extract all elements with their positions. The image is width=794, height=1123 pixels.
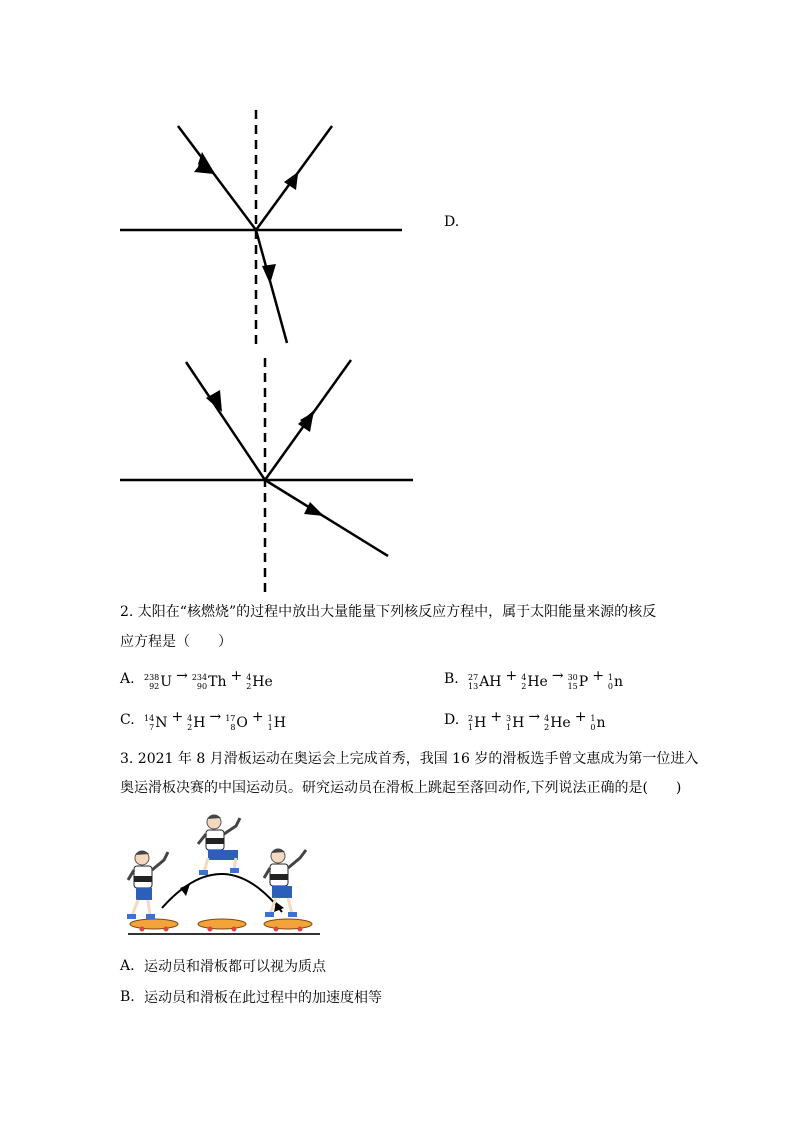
question-2-line-1: 2. 太阳在“核燃烧”的过程中放出大量能量下列核反应方程中，属于太阳能量来源的核反 xyxy=(120,604,657,620)
element-symbol: H xyxy=(474,714,487,731)
mass-number: 30 xyxy=(567,672,578,682)
nuclide xyxy=(506,714,524,732)
equation xyxy=(144,668,273,691)
atomic-number: 15 xyxy=(567,681,578,691)
atomic-number: 2 xyxy=(544,722,550,732)
element-symbol: H xyxy=(193,714,206,731)
mass-number: 2 xyxy=(468,713,474,723)
nuclide xyxy=(225,714,248,732)
optics-figure-top xyxy=(110,100,420,350)
equation-operator: + xyxy=(490,708,503,725)
mass-number: 3 xyxy=(506,713,512,723)
mass-number: 1 xyxy=(267,713,273,723)
nuclide xyxy=(590,714,605,732)
element-symbol: N xyxy=(155,714,168,731)
refracted-ray xyxy=(265,480,388,556)
atomic-number: 92 xyxy=(149,681,160,691)
skater-middle xyxy=(198,815,240,875)
element-symbol: P xyxy=(578,673,589,690)
element-symbol: H xyxy=(273,714,286,731)
atomic-number: 1 xyxy=(506,722,512,732)
trajectory-arc xyxy=(162,874,282,912)
nuclide xyxy=(544,714,571,732)
equation-operator: + xyxy=(592,667,604,684)
mass-number: 1 xyxy=(590,713,596,723)
question-2-option-d[interactable] xyxy=(444,707,606,733)
option-label: A. xyxy=(120,671,135,687)
question-2-option-c[interactable] xyxy=(120,707,286,733)
skater-left xyxy=(127,851,168,919)
atomic-number: 8 xyxy=(230,722,236,732)
question-3-option-b[interactable] xyxy=(120,987,382,1007)
element-symbol: O xyxy=(236,714,248,731)
skater-right xyxy=(264,849,306,917)
option-text: 运动员和滑板在此过程中的加速度相等 xyxy=(144,990,382,1006)
question-3-line-1: 3. 2021 年 8 月滑板运动在奥运会上完成首秀，我国 16 岁的滑板选手曾文惠成为第一位进入 xyxy=(120,751,699,767)
equation-operator: → xyxy=(551,667,564,684)
atomic-number: 1 xyxy=(468,722,474,732)
equation xyxy=(468,709,606,732)
element-symbol: He xyxy=(550,714,571,731)
element-symbol: U xyxy=(160,673,173,690)
equation-operator: + xyxy=(505,667,518,684)
element-symbol: n xyxy=(614,673,624,690)
nuclide xyxy=(144,714,167,732)
skateboard-illustration xyxy=(124,808,324,938)
equation-operator: → xyxy=(528,708,541,725)
nuclide xyxy=(144,673,172,691)
nuclide xyxy=(468,714,486,732)
incident-ray xyxy=(178,126,256,230)
option-label: B. xyxy=(120,989,135,1005)
element-symbol: AH xyxy=(479,673,502,690)
optics-figure-bottom xyxy=(110,350,430,600)
option-label: D. xyxy=(444,712,460,728)
mass-number: 27 xyxy=(468,672,479,682)
mass-number: 238 xyxy=(144,672,160,682)
mass-number: 4 xyxy=(521,672,527,682)
nuclide xyxy=(468,673,502,691)
nuclide xyxy=(268,714,286,732)
option-text: 运动员和滑板都可以视为质点 xyxy=(144,959,326,975)
element-symbol: n xyxy=(596,714,606,731)
nuclide xyxy=(246,673,273,691)
equation-operator: + xyxy=(171,708,184,725)
equation-operator: + xyxy=(251,708,264,725)
mass-number: 4 xyxy=(544,713,550,723)
atomic-number: 2 xyxy=(521,681,527,691)
element-symbol: Th xyxy=(208,673,227,690)
refracted-ray xyxy=(256,230,287,343)
nuclide xyxy=(192,673,227,691)
question-2-option-b[interactable] xyxy=(444,666,623,692)
mass-number: 1 xyxy=(607,672,614,682)
mass-number: 4 xyxy=(187,713,193,723)
incident-ray xyxy=(186,362,265,480)
question-2-line-2: 应方程是（ ） xyxy=(120,634,232,650)
atomic-number: 2 xyxy=(246,681,252,691)
mass-number: 14 xyxy=(144,713,155,723)
option-label: B. xyxy=(444,671,459,687)
equation xyxy=(144,709,286,732)
equation xyxy=(468,668,623,691)
option-label: A. xyxy=(120,958,135,974)
skateboard-right xyxy=(264,919,312,932)
nuclide xyxy=(608,673,623,691)
atomic-number: 2 xyxy=(187,722,193,732)
skateboard-middle xyxy=(198,919,246,932)
atomic-number: 0 xyxy=(607,681,614,691)
nuclide xyxy=(187,714,205,732)
nuclide xyxy=(521,673,548,691)
element-symbol: H xyxy=(512,714,525,731)
option-d-figure-label: D. xyxy=(444,214,460,230)
atomic-number: 13 xyxy=(468,681,479,691)
atomic-number: 0 xyxy=(590,722,596,732)
equation-operator: → xyxy=(176,667,188,684)
mass-number: 234 xyxy=(191,672,208,682)
arrow-refracted xyxy=(304,502,324,516)
skateboard-left xyxy=(130,919,178,932)
equation-operator: + xyxy=(574,708,587,725)
atomic-number: 1 xyxy=(267,722,273,732)
option-label: C. xyxy=(120,712,135,728)
arrow-refracted xyxy=(262,264,276,284)
question-3-line-2: 奥运滑板决赛的中国运动员。研究运动员在滑板上跳起至落回动作,下列说法正确的是( ) xyxy=(120,780,682,796)
atomic-number: 90 xyxy=(196,681,208,691)
question-2-option-a[interactable] xyxy=(120,666,273,692)
element-symbol: He xyxy=(252,673,273,690)
nuclide xyxy=(568,673,589,691)
mass-number: 4 xyxy=(246,672,252,682)
equation-operator: + xyxy=(230,667,243,684)
question-3-option-a[interactable] xyxy=(120,956,326,976)
equation-operator: → xyxy=(209,708,222,725)
mass-number: 17 xyxy=(225,713,236,723)
element-symbol: He xyxy=(527,673,548,690)
atomic-number: 7 xyxy=(149,722,155,732)
